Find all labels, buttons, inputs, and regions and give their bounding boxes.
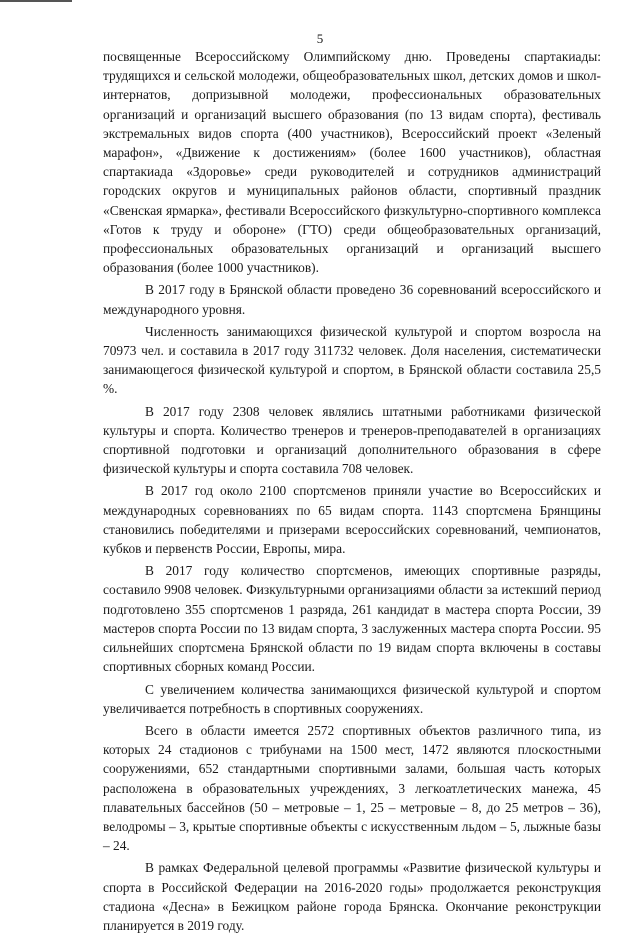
paragraph-participants-count: Численность занимающихся физической культурой и спортом возросла на 70973 чел. и составила в 2017 году 311732 человек. Доля населения, систематически занимающегося физической культурой и спортом, в Брянской области составила 25,5 %. [103, 323, 601, 397]
paragraph-competitions-held: В 2017 году в Брянской области проведено 36 соревнований всероссийского и международного уровня. [103, 282, 601, 317]
document-body [103, 47, 601, 935]
paragraph-facilities-need: С увеличением количества занимающихся физической культурой и спортом увеличивается потребность в спортивных сооружениях. [103, 681, 601, 716]
paragraph-staff-count: В 2017 году 2308 человек являлись штатными работниками физической культуры и спорта. Количество тренеров и тренеров-преподавателей в организациях спортивной подготовки и организаций дополнительного образования в сфере физической культуры и спорта составила 708 человек. [103, 403, 601, 477]
page-number: 5 [316, 31, 324, 46]
scan-edge-mark [0, 0, 72, 2]
paragraph-olympic-day-events: посвященные Всероссийскому Олимпийскому дню. Проведены спартакиады: трудящихся и сельской молодежи, общеобразовательных школ, детских домов и школ-интернатов, допризывной молодежи, профессиональных образовательных организаций и организаций высшего образования (по 13 видам спорта), фестиваль экстремальных видов спорта (400 участников), Всероссийский проект «Зеленый марафон», «Движение к достижениям» (более 1600 участников), областная спартакиада «Здоровье» среди руководителей и сотрудников администраций городских округов и муниципальных районов области, спортивный праздник «Свенская ярмарка», фестивали Всероссийского физкультурно-спортивного комплекса «Готов к труду и обороне» (ГТО) среди общеобразовательных организаций, профессиональных образовательных организаций и организаций высшего образования (более 1000 участников). [103, 49, 601, 276]
paragraph-sport-ranks: В 2017 году количество спортсменов, имеющих спортивные разряды, составило 9908 человек. Физкультурными организациями области за истекший период подготовлено 355 спортсменов 1 разряда, 261 кандидат в мастера спорта России, 39 мастеров спорта России по 13 видам спорта, 3 заслуженных мастера спорта России. 95 сильнейших спортсмена Брянской области по 19 видам спорта включены в составы спортивных сборных команд России. [103, 563, 601, 675]
paragraph-athletes-competitions: В 2017 год около 2100 спортсменов приняли участие во Всероссийских и международных соревнованиях по 65 видам спорта. 1143 спортсмена Брянщины становились победителями и призерами всероссийских соревнований, чемпионатов, кубков и первенств России, Европы, мира. [103, 483, 601, 557]
paragraph-sport-facilities: Всего в области имеется 2572 спортивных объектов различного типа, из которых 24 стадионов с трибунами на 1500 мест, 1472 являются плоскостными сооружениями, 652 стандартными спортивными залами, большая часть которых расположена в образовательных учреждениях, 3 легкоатлетических манежа, 45 плавательных бассейнов (50 – метровые – 1, 25 – метровые – 8, до 25 метров – 36), велодромы – 3, крытые спортивные объекты с искусственным льдом – 5, лыжные базы – 24. [103, 722, 601, 854]
paragraph-stadium-reconstruction: В рамках Федеральной целевой программы «Развитие физической культуры и спорта в Российской Федерации на 2016-2020 годы» продолжается реконструкция стадиона «Десна» в Бежицком районе города Брянска. Окончание реконструкции планируется в 2019 году. [103, 860, 601, 933]
